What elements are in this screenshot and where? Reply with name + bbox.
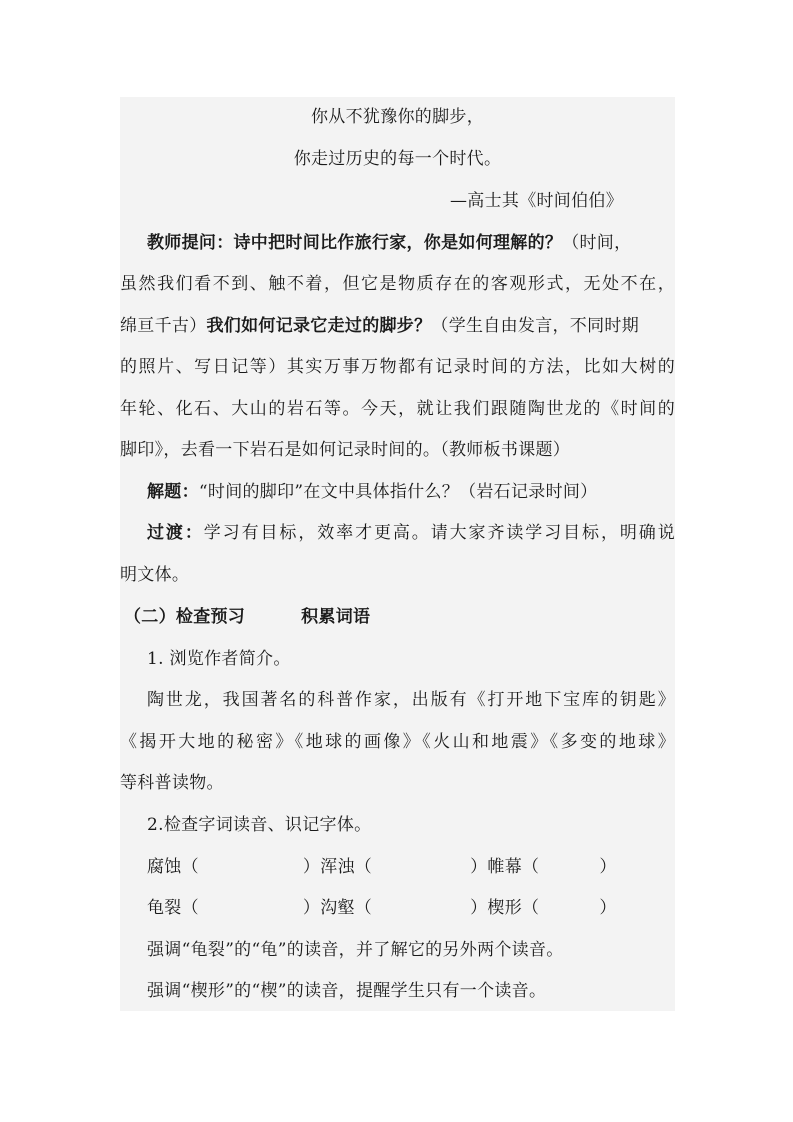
- note-line-2: 强调“楔形”的“楔”的读音，提醒学生只有一个读音。: [147, 981, 547, 1001]
- author-bio-line-2: 《揭开大地的秘密》《地球的画像》《火山和地震》《多变的地球》: [120, 732, 675, 752]
- author-bio-line-3: 等科普读物。: [120, 773, 224, 793]
- note-line-1: 强调“龟裂”的“龟”的读音，并了解它的另外两个读音。: [147, 940, 564, 960]
- teacher-answer-start: （时间，: [562, 233, 632, 253]
- vocab-close: ）: [599, 857, 617, 877]
- jieti-text: “时间的脚印”在文中具体指什么？（岩石记录时间）: [198, 482, 598, 502]
- guodu-text: 学习有目标，效率才更高。请大家齐读学习目标，明确说: [203, 523, 675, 543]
- teacher-question-line-5: 年轮、化石、大山的岩石等。今天，就让我们跟随陶世龙的《时间的: [120, 399, 675, 419]
- jieti-label: 解题：: [147, 482, 199, 502]
- vocab-word: ）浑浊（: [302, 857, 373, 877]
- guodu-label: 过渡：: [147, 523, 204, 543]
- teacher-question-label: 教师提问：诗中把时间比作旅行家，你是如何理解的？: [147, 233, 563, 253]
- author-bio-line-1: 陶世龙，我国著名的科普作家，出版有《打开地下宝库的钥匙》: [147, 690, 675, 710]
- section-title-a: （二）检查预习: [124, 607, 246, 627]
- teacher-question-2: 我们如何记录它走过的脚步？: [206, 316, 432, 336]
- poem-line-2: 你走过历史的每一个时代。: [293, 149, 502, 169]
- teacher-question-line-4: 的照片、写日记等）其实万事万物都有记录时间的方法，比如大树的: [120, 357, 675, 377]
- vocab-word: 腐蚀（: [147, 857, 199, 877]
- student-response-start: （学生自由发言，不同时期: [431, 316, 640, 336]
- vocab-row-1: [120, 856, 675, 878]
- section-heading: [124, 606, 679, 628]
- vocab-close: ）: [599, 898, 617, 918]
- teacher-question-line-1: [120, 232, 675, 254]
- vocab-row-2: [120, 897, 675, 919]
- teacher-question-line-3: [120, 315, 675, 337]
- teacher-answer-end: 绵亘千古）: [120, 316, 207, 336]
- section-title-b: 积累词语: [301, 607, 371, 627]
- item1-heading: 1. 浏览作者简介。: [147, 649, 291, 669]
- jieti-paragraph: [120, 481, 675, 503]
- poem-attribution: —高士其《时间伯伯》: [450, 191, 623, 211]
- vocab-word: 龟裂（: [147, 898, 199, 918]
- poem-line-1: 你从不犹豫你的脚步，: [311, 107, 484, 127]
- guodu-line-1: [120, 522, 675, 544]
- vocab-word: ）沟壑（: [302, 898, 373, 918]
- guodu-line-2: 明文体。: [120, 565, 190, 585]
- teacher-question-line-2: 虽然我们看不到、触不着，但它是物质存在的客观形式，无处不在，: [120, 274, 675, 294]
- vocab-word: ）楔形（: [470, 898, 540, 918]
- item2-heading: 2.检查字词读音、识记字体。: [147, 815, 372, 835]
- vocab-word: ）帷幕（: [470, 857, 540, 877]
- teacher-question-line-6: 脚印》，去看一下岩石是如何记录时间的。（教师板书课题）: [120, 440, 571, 460]
